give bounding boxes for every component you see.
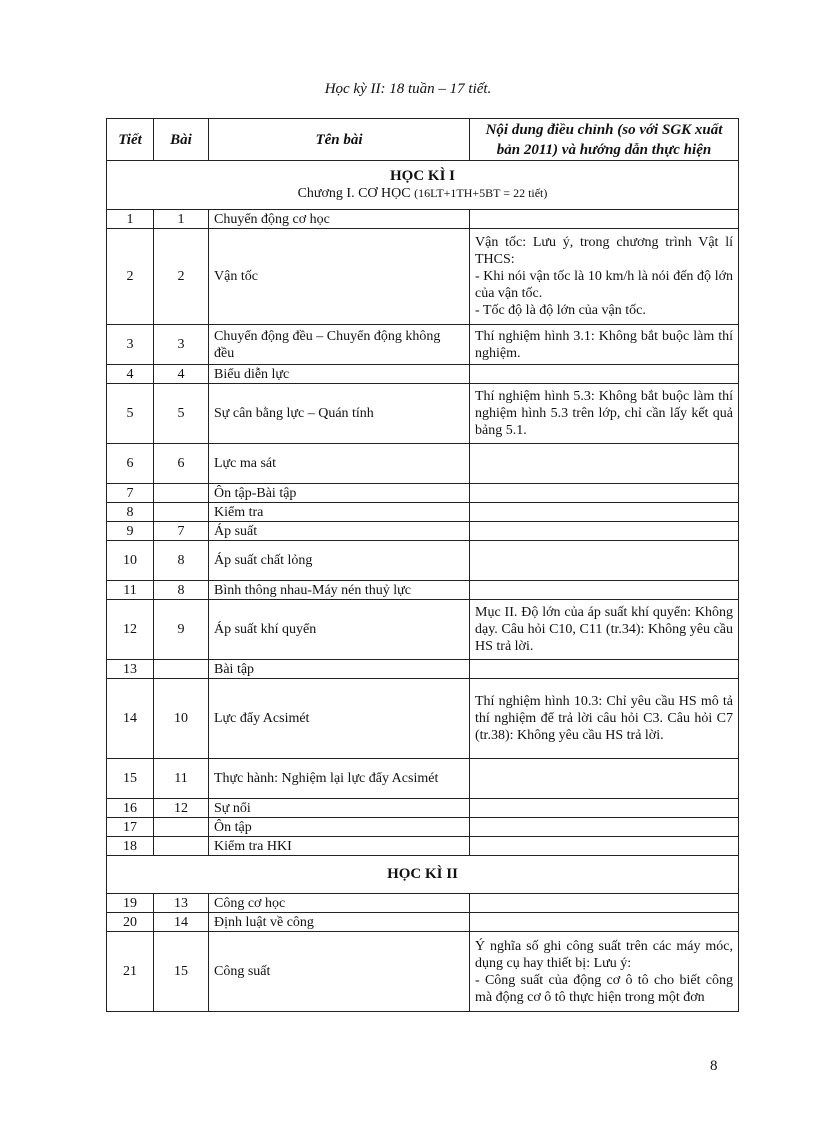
ten-bai-cell: Biểu diễn lực — [209, 365, 470, 384]
ten-bai-cell: Lực ma sát — [209, 444, 470, 484]
table-row — [107, 600, 739, 660]
table-row — [107, 365, 739, 384]
tiet-cell: 17 — [107, 818, 154, 837]
noi-dung-cell — [470, 818, 739, 837]
noi-dung-cell: Thí nghiệm hình 5.3: Không bắt buộc làm thí nghiệm hình 5.3 trên lớp, chỉ cần lấy kết quả bảng 5.1. — [470, 384, 739, 444]
table-row — [107, 522, 739, 541]
tiet-cell: 2 — [107, 229, 154, 325]
tiet-cell: 3 — [107, 325, 154, 365]
section-title-hk1: HỌC KÌ I — [389, 168, 455, 184]
tiet-cell: 16 — [107, 799, 154, 818]
page-heading: Học kỳ II: 18 tuần – 17 tiết. — [324, 81, 492, 97]
bai-cell: 8 — [154, 581, 209, 600]
table-row — [107, 799, 739, 818]
noi-dung-cell: Ý nghĩa số ghi công suất trên các máy móc, dụng cụ hay thiết bị: Lưu ý: - Công suất của động cơ ô tô cho biết công mà động cơ ô tô thực hiện trong một đơn — [470, 932, 739, 1012]
tiet-cell: 21 — [107, 932, 154, 1012]
ten-bai-cell: Vận tốc — [209, 229, 470, 325]
table-row — [107, 759, 739, 799]
tiet-cell: 4 — [107, 365, 154, 384]
tiet-cell: 13 — [107, 660, 154, 679]
table-row — [107, 679, 739, 759]
noi-dung-cell — [470, 484, 739, 503]
bai-cell: 11 — [154, 759, 209, 799]
ten-bai-cell: Ôn tập-Bài tập — [209, 484, 470, 503]
table-row — [107, 894, 739, 913]
section-subtitle-note: (16LT+1TH+5BT = 22 tiết) — [414, 186, 548, 200]
ten-bai-cell: Sự nổi — [209, 799, 470, 818]
table-row — [107, 818, 739, 837]
ten-bai-cell: Áp suất khí quyển — [209, 600, 470, 660]
bai-cell: 4 — [154, 365, 209, 384]
tiet-cell: 18 — [107, 837, 154, 856]
ten-bai-cell: Công cơ học — [209, 894, 470, 913]
section-title-hk2: HỌC KÌ II — [387, 866, 458, 882]
ten-bai-cell: Kiểm tra HKI — [209, 837, 470, 856]
ten-bai-cell: Áp suất — [209, 522, 470, 541]
table-row — [107, 581, 739, 600]
bai-cell: 12 — [154, 799, 209, 818]
table-row — [107, 660, 739, 679]
bai-cell — [154, 818, 209, 837]
bai-cell — [154, 837, 209, 856]
table-header-row — [107, 119, 739, 161]
bai-cell: 9 — [154, 600, 209, 660]
bai-cell: 10 — [154, 679, 209, 759]
header-bai: Bài — [154, 119, 209, 161]
noi-dung-cell — [470, 444, 739, 484]
tiet-cell: 15 — [107, 759, 154, 799]
noi-dung-cell: Thí nghiệm hình 3.1: Không bắt buộc làm thí nghiệm. — [470, 325, 739, 365]
bai-cell: 1 — [154, 210, 209, 229]
bai-cell — [154, 503, 209, 522]
noi-dung-cell: Vận tốc: Lưu ý, trong chương trình Vật lí THCS: - Khi nói vận tốc là 10 km/h là nói đến độ lớn của vận tốc. - Tốc độ là độ lớn của vận tốc. — [470, 229, 739, 325]
header-ten-bai: Tên bài — [209, 119, 470, 161]
header-tiet: Tiết — [107, 119, 154, 161]
bai-cell: 6 — [154, 444, 209, 484]
bai-cell: 15 — [154, 932, 209, 1012]
section-subtitle — [112, 185, 733, 202]
table-row — [107, 541, 739, 581]
section-cell — [107, 856, 739, 894]
tiet-cell: 11 — [107, 581, 154, 600]
noi-dung-cell — [470, 522, 739, 541]
noi-dung-cell — [470, 837, 739, 856]
noi-dung-cell — [470, 210, 739, 229]
page-number: 8 — [710, 1058, 718, 1074]
bai-cell: 2 — [154, 229, 209, 325]
noi-dung-cell: Thí nghiệm hình 10.3: Chỉ yêu cầu HS mô tả thí nghiệm để trả lời câu hỏi C3. Câu hỏi C7 (tr.38): Không yêu cầu HS trả lời. — [470, 679, 739, 759]
ten-bai-cell: Chuyển động cơ học — [209, 210, 470, 229]
ten-bai-cell: Định luật về công — [209, 913, 470, 932]
noi-dung-cell — [470, 759, 739, 799]
bai-cell: 8 — [154, 541, 209, 581]
syllabus-table — [106, 118, 739, 1012]
table-row — [107, 229, 739, 325]
table-row — [107, 503, 739, 522]
section-row-hk1 — [107, 161, 739, 210]
noi-dung-cell: Mục II. Độ lớn của áp suất khí quyển: Không dạy. Câu hỏi C10, C11 (tr.34): Không yêu cầu HS trả lời. — [470, 600, 739, 660]
table-row — [107, 932, 739, 1012]
table-row — [107, 484, 739, 503]
bai-cell: 7 — [154, 522, 209, 541]
ten-bai-cell: Kiểm tra — [209, 503, 470, 522]
bai-cell: 3 — [154, 325, 209, 365]
tiet-cell: 14 — [107, 679, 154, 759]
table-row — [107, 837, 739, 856]
header-noi-dung: Nội dung điều chỉnh (so với SGK xuất bản 2011) và hướng dẫn thực hiện — [470, 119, 739, 161]
ten-bai-cell: Chuyển động đều – Chuyển động không đều — [209, 325, 470, 365]
table-row — [107, 325, 739, 365]
noi-dung-cell — [470, 541, 739, 581]
ten-bai-cell: Ôn tập — [209, 818, 470, 837]
bai-cell: 13 — [154, 894, 209, 913]
tiet-cell: 9 — [107, 522, 154, 541]
section-subtitle-text: Chương I. CƠ HỌC — [297, 186, 411, 201]
section-row-hk2 — [107, 856, 739, 894]
ten-bai-cell: Áp suất chất lỏng — [209, 541, 470, 581]
noi-dung-cell — [470, 503, 739, 522]
ten-bai-cell: Bài tập — [209, 660, 470, 679]
tiet-cell: 20 — [107, 913, 154, 932]
tiet-cell: 1 — [107, 210, 154, 229]
table-row — [107, 384, 739, 444]
tiet-cell: 7 — [107, 484, 154, 503]
tiet-cell: 8 — [107, 503, 154, 522]
bai-cell — [154, 484, 209, 503]
table-row — [107, 210, 739, 229]
noi-dung-cell — [470, 581, 739, 600]
ten-bai-cell: Lực đẩy Acsimét — [209, 679, 470, 759]
ten-bai-cell: Sự cân bằng lực – Quán tính — [209, 384, 470, 444]
noi-dung-cell — [470, 365, 739, 384]
bai-cell — [154, 660, 209, 679]
noi-dung-cell — [470, 799, 739, 818]
tiet-cell: 6 — [107, 444, 154, 484]
tiet-cell: 5 — [107, 384, 154, 444]
table-row — [107, 444, 739, 484]
noi-dung-cell — [470, 913, 739, 932]
table-row — [107, 913, 739, 932]
tiet-cell: 12 — [107, 600, 154, 660]
noi-dung-cell — [470, 660, 739, 679]
tiet-cell: 10 — [107, 541, 154, 581]
bai-cell: 14 — [154, 913, 209, 932]
section-cell — [107, 161, 739, 210]
ten-bai-cell: Công suất — [209, 932, 470, 1012]
ten-bai-cell: Thực hành: Nghiệm lại lực đẩy Acsimét — [209, 759, 470, 799]
noi-dung-cell — [470, 894, 739, 913]
bai-cell: 5 — [154, 384, 209, 444]
ten-bai-cell: Bình thông nhau-Máy nén thuỷ lực — [209, 581, 470, 600]
tiet-cell: 19 — [107, 894, 154, 913]
